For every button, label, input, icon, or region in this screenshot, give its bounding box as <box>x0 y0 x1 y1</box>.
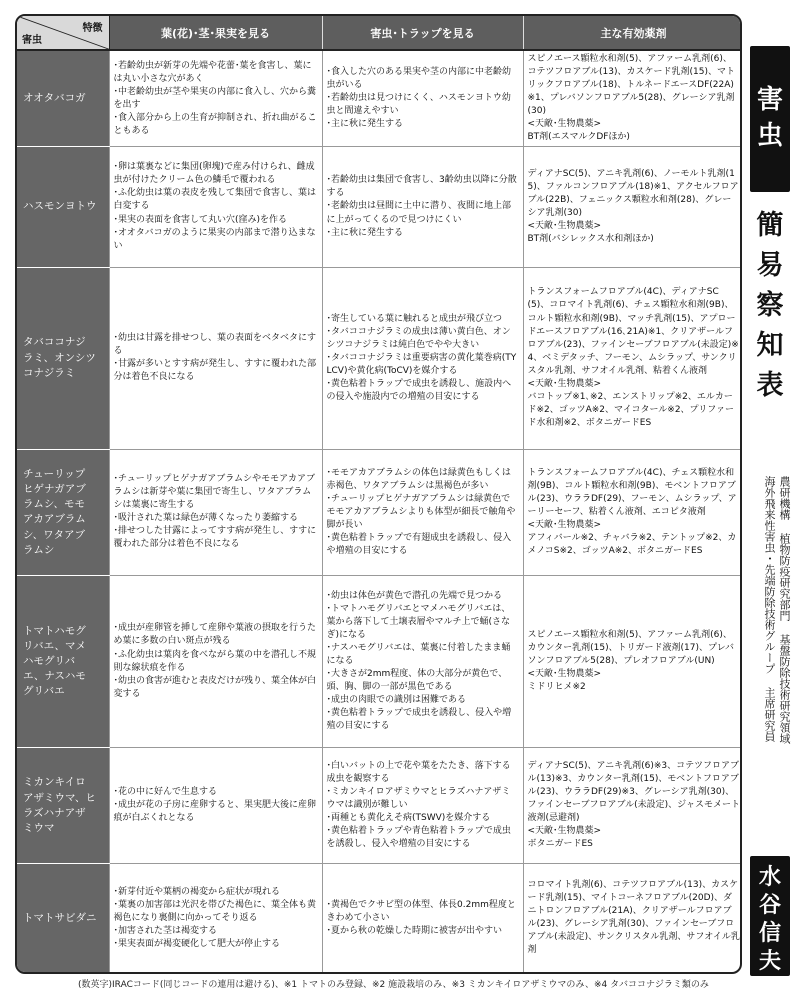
leaf-symptom-line: ･成虫が産卵管を挿して産卵や葉液の摂取を行うため葉に多数の白い斑点が残る <box>113 623 317 647</box>
pest-trap-line: ･チューリップヒゲナガアブラムシは緑黄色でモモアカアブラムシよりも体型が細長で触角や脚が長い <box>326 493 516 530</box>
author-name-box <box>750 856 790 976</box>
leaf-symptom-line: ･花の中に好んで生息する <box>113 787 218 798</box>
chemical-line: <天敵･生物農薬> <box>527 519 602 530</box>
affiliation-line: 農研機構 植物防疫研究部門 基盤防除技術研究領域 <box>778 476 791 744</box>
pest-trap-line: ･トマトハモグリバエとマメハモグリバエは、葉から落下して土壌表層やマルチ上で蛹(さなぎ)になる <box>326 603 511 640</box>
leaf-symptom-line: ･中老齢幼虫が茎や果実の内部に食入し、穴から糞を出す <box>113 86 317 110</box>
pest-name-line: トマトサビダニ <box>23 911 97 924</box>
chemical-line: トランスフォームフロアブル(4C)、ディアナSC(5)、コロマイト乳剤(6)、チェス顆粒水和剤(9B)、コルト顆粒水和剤(9B)、マッチ乳剤(15)、アプロードエースフロアブル(16､21A)※1、クリアザールフロアブル(23)、ファインセーブフロアブル(未設定)※4、ベミデタッチ、フーモン、ムシラップ、サンクリスタル乳剤、サフオイル乳剤、粘着くん液剤 <box>527 287 739 376</box>
leaf-symptom-line: ･新芽付近や葉柄の褐変から症状が現れる <box>113 886 281 897</box>
pest-trap-cell <box>322 50 523 147</box>
author-name-char: 夫 <box>758 949 781 974</box>
simple-title-char: 察 <box>756 290 784 321</box>
simple-title-char: 簡 <box>756 210 784 241</box>
leaf-symptom-line: ･卵は葉裏などに集団(卵塊)で産み付けられ、雌成虫が付けたクリーム色の鱗毛で覆われる <box>113 162 315 186</box>
chemical-cell <box>523 748 742 864</box>
leaf-symptom-line: ･吸汁された葉は緑色が薄くなったり萎縮する <box>113 513 299 524</box>
pest-trap-line: ･寄生している葉に触れると成虫が飛び立つ <box>326 313 503 324</box>
pest-trap-line: ･モモアカアブラムシの体色は緑黄色もしくは赤褐色、ワタアブラムシは黒褐色が多い <box>326 467 511 491</box>
chemical-line: BT剤(バシレックス水和剤ほか) <box>527 234 654 245</box>
pest-trap-line: ･タバココナジラミは重要病害の黄化葉巻病(TYLCV)や黄化病(ToCV)を媒介する <box>326 352 517 376</box>
pest-name-cell <box>17 50 109 147</box>
leaf-symptom-line: ･ふ化幼虫は葉肉を食べながら葉の中を潜孔し不規則な線状痕を作る <box>113 649 317 673</box>
chemical-cell <box>523 267 742 449</box>
affiliation-line: 海外飛来性害虫・先端防除技術グループ 主席研究員 <box>763 476 776 742</box>
pest-trap-line: ･黄色粘着トラップで成虫を誘殺し、侵入や増殖の目安にする <box>326 708 512 732</box>
chemical-line: <天敵･生物農薬> <box>527 119 602 130</box>
pest-trap-cell <box>322 267 523 449</box>
leaf-symptom-line: ･オオタバコガのように果実の内部まで潜り込まない <box>113 227 316 251</box>
chemical-line: <天敵･生物農薬> <box>527 826 602 837</box>
pest-trap-line: ･黄色粘着トラップで成虫を誘殺し、施設内への侵入や施設内での増殖の目安にする <box>326 378 512 402</box>
pest-trap-cell <box>322 575 523 747</box>
pest-trap-line: ･黄褐色でクサビ型の体型、体長0.2mm程度ときわめて小さい <box>326 899 516 923</box>
pest-trap-line: ･ナスハモグリバエは、葉裏に付着したまま蛹になる <box>326 642 511 667</box>
pest-name-line: エ、ナスハモ <box>23 670 86 683</box>
pest-trap-cell <box>322 147 523 267</box>
pest-name-line: ハスモンヨトウ <box>23 200 97 213</box>
pest-trap-line: ･主に秋に発生する <box>326 119 404 130</box>
chemical-cell <box>523 449 742 575</box>
table-row <box>17 575 742 747</box>
pest-name-line: ラズハナアザ <box>23 806 86 819</box>
table-row <box>17 267 742 449</box>
simple-detection-title-box <box>750 200 790 426</box>
side-panel <box>746 14 792 974</box>
pest-name-line: ミカンキイロ <box>23 776 86 789</box>
pest-name-line: コナジラミ <box>23 366 76 379</box>
pest-name-line: トマトハモグ <box>23 624 86 637</box>
table-row <box>17 147 742 267</box>
chemical-line: バコトップ※1､※2、エンストリップ※2、エルカード※2、ゴッツA※2、マイコタール※2、プリファード水和剤※2、ボタニガードES <box>527 391 735 428</box>
pest-trap-line: ･成虫の肉眼での識別は困難である <box>326 695 467 706</box>
chemical-line: ミドリヒメ※2 <box>527 682 586 693</box>
pest-identification-table <box>15 14 742 974</box>
pest-name-line: タバココナジ <box>23 336 86 349</box>
pest-trap-line: ･若齢幼虫は見つけにくく、ハスモンヨトウ幼虫と間違えやすい <box>326 93 511 117</box>
table-row <box>17 449 742 575</box>
leaf-symptom-line: ･チューリップヒゲナガアブラムシやモモアカアブラムシは新芽や葉に集団で寄生し、ワタアブラムシは葉裏に寄生する <box>113 474 316 511</box>
pest-trap-line: ･食入した穴のある果実や茎の内部に中老齢幼虫がいる <box>326 67 512 91</box>
chemical-line: ボタニガードES <box>527 839 593 850</box>
pest-title-char: 虫 <box>756 121 783 151</box>
pest-title-char: 害 <box>756 85 783 115</box>
leaf-symptom-cell <box>109 147 322 267</box>
pest-name-line: ミウマ <box>23 821 55 834</box>
leaf-symptom-line: ･若齢幼虫が新芽の先端や花蕾･葉を食害し、葉には丸い小さな穴があく <box>113 60 312 84</box>
chemical-line: ディアナSC(5)、アニキ乳剤(6)※3、コテツフロアブル(13)※3、カウンター乳剤(15)、モベントフロアブル(23)、ウララDF(29)※3、グレーシア乳剤(30)、ファインセーブフロアブル(未設定)、ジャスモメート液剤(忌避剤) <box>527 761 740 824</box>
chemical-line: スピノエース顆粒水和剤(5)、アファーム乳剤(6)、コテツフロアブル(13)、カスケード乳剤(15)、マトリックフロアブル(18)、トルネードエースDF(22A)※1、プレバソンフロアブル5(28)、グレーシア乳剤(30) <box>527 54 736 117</box>
pest-name-line: ラムシ <box>23 543 55 556</box>
leaf-symptom-cell <box>109 748 322 864</box>
pest-name-cell <box>17 864 109 972</box>
author-name-char: 信 <box>758 921 781 946</box>
chemical-line: トランスフォームフロアブル(4C)、チェス顆粒水和剤(9B)、コルト顆粒水和剤(9B)、モベントフロアブル(23)、ウララDF(29)、フーモン、ムシラップ、アーリーセーフ、粘着くん液剤、エコピタ液剤 <box>527 467 737 517</box>
author-name-char: 谷 <box>758 893 781 918</box>
pest-trap-line: ･大きさが2mm程度、体の大部分が黄色で、頭、胸、脚の一部が黒色である <box>326 669 508 693</box>
chemical-cell <box>523 147 742 267</box>
pest-trap-line: ･若齢幼虫は集団で食害し、3齢幼虫以降に分散する <box>326 175 517 199</box>
pest-name-line: オオタバコガ <box>23 92 86 105</box>
simple-title-char: 知 <box>756 330 784 361</box>
pest-name-cell <box>17 748 109 864</box>
pest-trap-cell <box>322 864 523 972</box>
chemical-line: <天敵･生物農薬> <box>527 221 602 232</box>
pest-trap-line: ･老齢幼虫は昼間に土中に潜り、夜間に地上部に上がってくるので見つけにくい <box>326 201 512 225</box>
pest-name-line: ハモグリバ <box>23 654 76 667</box>
pest-name-cell <box>17 575 109 747</box>
pest-trap-line: ･ミカンキイロアザミウマとヒラズハナアザミウマは識別が難しい <box>326 787 511 811</box>
pest-trap-cell <box>322 748 523 864</box>
table-header-row <box>17 16 742 50</box>
corner-feature-label: 特徴 <box>82 23 103 34</box>
leaf-symptom-cell <box>109 864 322 972</box>
leaf-symptom-cell <box>109 267 322 449</box>
leaf-symptom-line: ･食入部分から上の生育が抑制され、折れ曲がることもある <box>113 112 317 136</box>
pest-name-line: リバエ、マメ <box>23 639 86 652</box>
corner-header <box>17 16 109 50</box>
chemical-cell <box>523 575 742 747</box>
pest-name-line: ヒゲナガアブ <box>23 482 86 495</box>
pest-name-line: ラムシ、モモ <box>23 498 86 511</box>
table-row <box>17 748 742 864</box>
leaf-symptom-line: ･幼虫の食害が進むと表皮だけが残り、葉全体が白変する <box>113 675 317 699</box>
chemical-cell <box>523 864 742 972</box>
column-header-chemicals: 主な有効薬剤 <box>523 16 742 50</box>
chemical-line: <天敵･生物農薬> <box>527 378 602 389</box>
leaf-symptom-line: ･甘露が多いとすす病が発生し、すすに覆われた部分は着色不良になる <box>113 359 317 383</box>
leaf-symptom-cell <box>109 575 322 747</box>
chemical-line: スピノエース顆粒水和剤(5)、アファーム乳剤(6)、カウンター乳剤(15)、トリガード液剤(17)、プレバソンフロアブル5(28)、プレオフロアブル(UN) <box>527 629 735 667</box>
pest-trap-line: ･白いバットの上で花や葉をたたき、落下する成虫を観察する <box>326 761 511 785</box>
chemical-line: BT剤(エスマルクDFほか) <box>527 132 630 143</box>
leaf-symptom-line: ･果実表面が褐変硬化して肥大が停止する <box>113 938 281 949</box>
column-header-leaf: 葉(花)･茎･果実を見る <box>109 16 322 50</box>
pest-trap-cell <box>322 449 523 575</box>
leaf-symptom-line: ･ふ化幼虫は葉の表皮を残して集団で食害し、葉は白変する <box>113 188 317 212</box>
pest-name-cell <box>17 267 109 449</box>
pest-name-line: ラミ、オンシツ <box>23 351 96 364</box>
leaf-symptom-line: ･排せつした甘露によってすす病が発生し、すすに覆われた部分は着色不良になる <box>113 526 317 550</box>
chemical-cell <box>523 50 742 147</box>
column-header-pest: 害虫･トラップを見る <box>322 16 523 50</box>
chemical-line: ディアナSC(5)、アニキ乳剤(6)、ノーモルト乳剤(15)、ファルコンフロアブル(18)※1、アクセルフロアブル(22B)、フェニックス顆粒水和剤(28)、グレーシア乳剤(30) <box>527 168 739 218</box>
pest-trap-line: ･タバココナジラミの成虫は薄い黄白色、オンシツコナジラミは純白色でやや大きい <box>326 326 511 350</box>
table-row <box>17 50 742 147</box>
pest-name-line: チューリップ <box>23 467 86 480</box>
leaf-symptom-line: ･幼虫は甘露を排せつし、葉の表面をベタベタにする <box>113 333 317 357</box>
pest-trap-line: ･夏から秋の乾燥した時期に被害が出やすい <box>326 925 503 936</box>
pest-title-box <box>750 46 790 192</box>
chemical-line: <天敵･生物農薬> <box>527 669 602 680</box>
simple-title-char: 易 <box>756 250 784 281</box>
leaf-symptom-line: ･加害された茎は褐変する <box>113 925 218 936</box>
pest-name-line: アカアブラム <box>23 513 86 526</box>
leaf-symptom-line: ･成虫が花の子房に産卵すると、果実肥大後に産卵痕が白ぶくれとなる <box>113 800 317 824</box>
pest-name-line: グリバエ <box>23 685 65 698</box>
corner-pest-label: 害虫 <box>22 35 42 46</box>
pest-trap-line: ･黄色粘着トラップや青色粘着トラップで成虫を誘殺し、侵入や増殖の目安にする <box>326 826 511 850</box>
pest-name-cell <box>17 147 109 267</box>
pest-name-line: シ、ワタアブ <box>23 528 86 541</box>
pest-trap-line: ･主に秋に発生する <box>326 227 404 238</box>
footnote: (数英字)IRACコード(同じコードの連用は避ける)、※1 トマトのみ登録、※2 施設栽培のみ、※3 ミカンキイロアザミウマのみ、※4 タバココナジラミ類のみ <box>78 980 709 990</box>
pest-name-line: アザミウマ、ヒ <box>23 791 96 804</box>
leaf-symptom-cell <box>109 50 322 147</box>
author-affiliation <box>748 476 792 836</box>
author-name-char: 水 <box>758 865 781 890</box>
leaf-symptom-line: ･葉裏の加害部は光沢を帯びた褐色に、葉全体も黄褐色になり裏側に向かってそり返る <box>113 899 317 923</box>
chemical-line: コロマイト乳剤(6)、コテツフロアブル(13)、カスケード乳剤(15)、マイトコーネフロアブル(20D)、ダニトロンフロアブル(21A)、クリアザールフロアブル(23)、グレーシア乳剤(30)、ファインセーブフロアブル(未設定)、サンクリスタル乳剤、サフオイル乳剤 <box>527 880 740 956</box>
leaf-symptom-cell <box>109 449 322 575</box>
leaf-symptom-line: ･果実の表面を食害して丸い穴(窪み)を作る <box>113 214 288 225</box>
pest-trap-line: ･黄色粘着トラップで有翅成虫を誘殺し、侵入や増殖の目安にする <box>326 532 512 556</box>
pest-name-cell <box>17 449 109 575</box>
pest-trap-line: ･両種とも黄化えそ病(TSWV)を媒介する <box>326 813 491 824</box>
chemical-line: アフィバール※2、チャバラ※2、テントップ※2、カメノコS※2、ゴッツA※2、ボタニガードES <box>527 532 737 556</box>
simple-title-char: 表 <box>756 370 784 401</box>
table-row <box>17 864 742 972</box>
pest-trap-line: ･幼虫は体色が黄色で潜孔の先端で見つかる <box>326 590 503 601</box>
